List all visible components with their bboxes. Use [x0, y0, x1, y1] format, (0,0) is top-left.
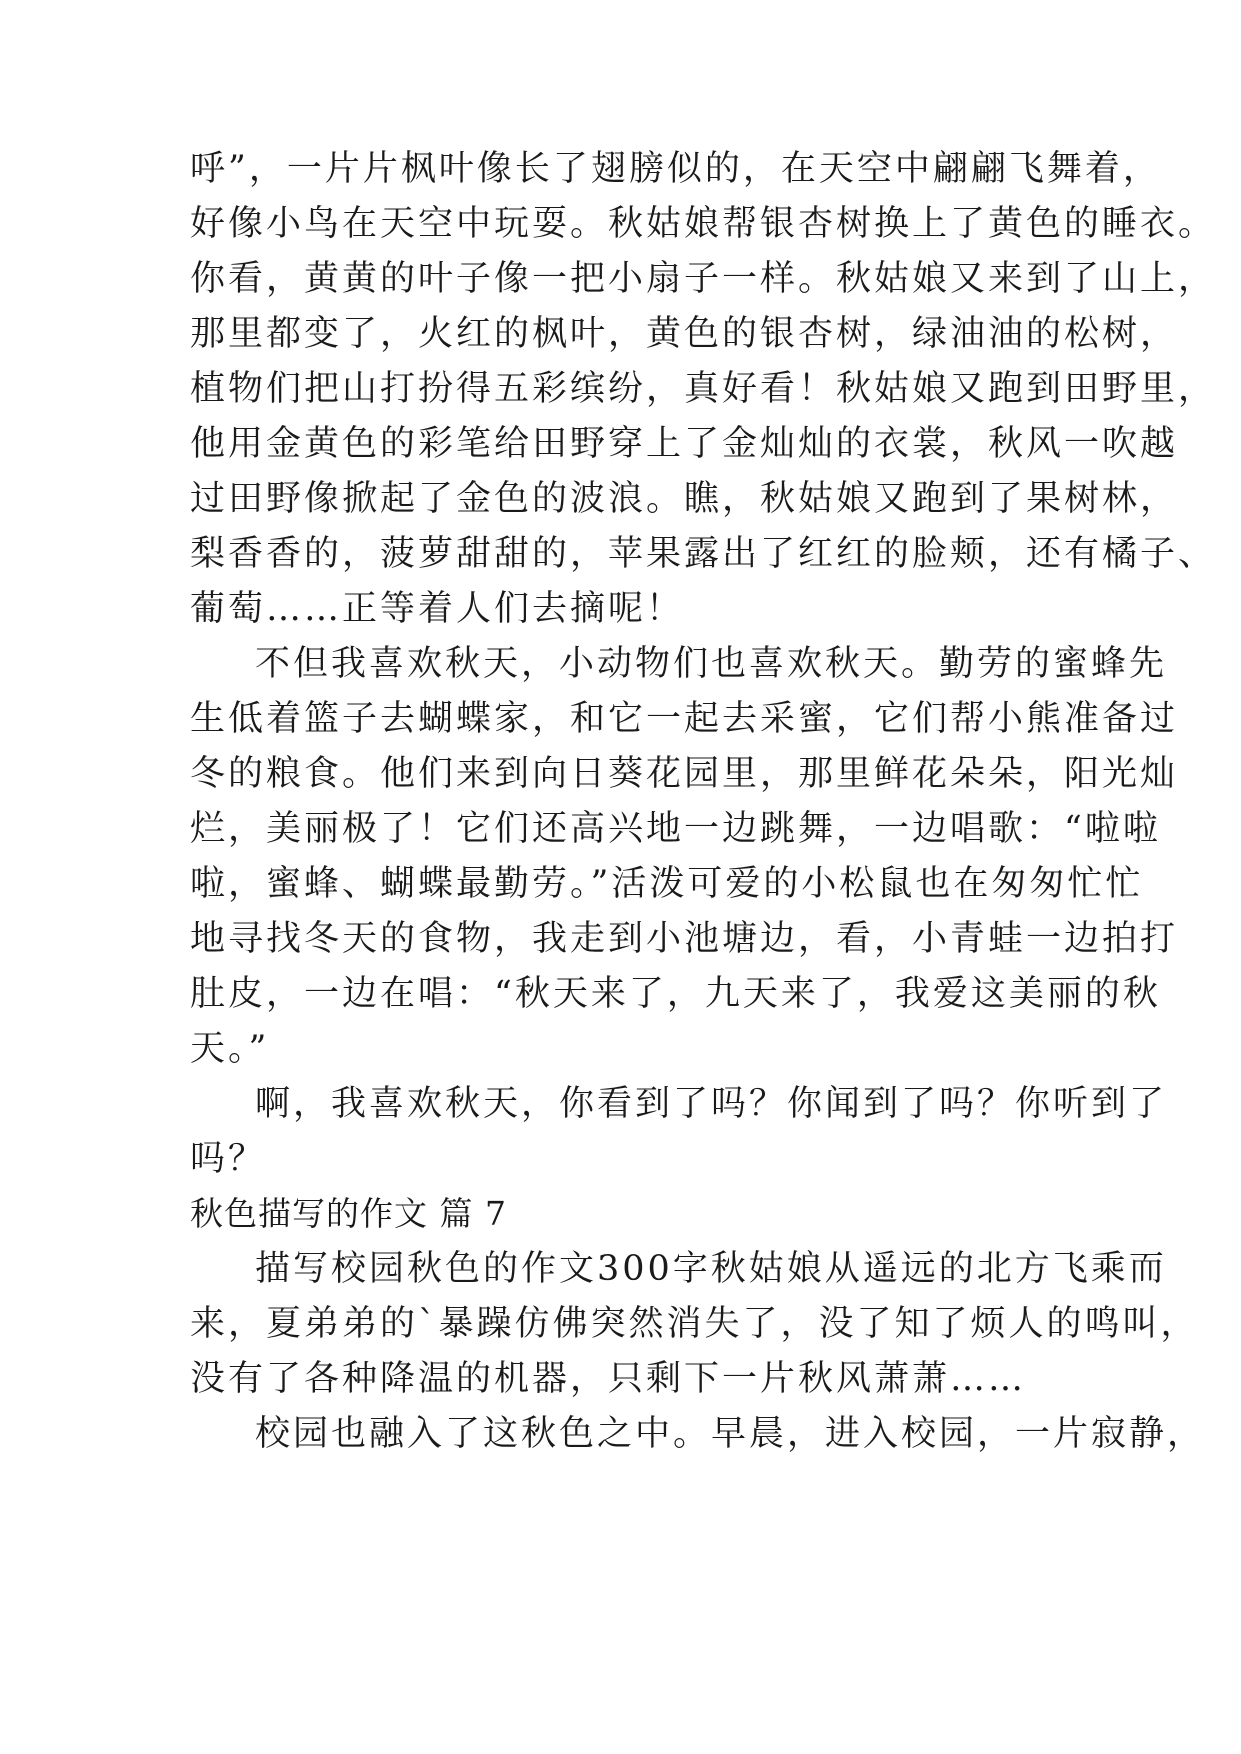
text-line: 他用金黄色的彩笔给田野穿上了金灿灿的衣裳，秋风一吹越 — [190, 424, 1179, 464]
text-line: 梨香香的，菠萝甜甜的，苹果露出了红红的脸颊，还有橘子、 — [190, 534, 1217, 574]
paragraph-first-line: 校园也融入了这秋色之中。早晨，进入校园，一片寂静， — [255, 1414, 1206, 1454]
text-line: 天。” — [190, 1029, 270, 1069]
text-line: 烂，美丽极了！它们还高兴地一边跳舞，一边唱歌：“啦啦 — [190, 809, 1161, 849]
text-line: 冬的粮食。他们来到向日葵花园里，那里鲜花朵朵，阳光灿 — [190, 754, 1179, 794]
paragraph-first-line: 不但我喜欢秋天，小动物们也喜欢秋天。勤劳的蜜蜂先 — [255, 644, 1168, 684]
text-line: 你看，黄黄的叶子像一把小扇子一样。秋姑娘又来到了山上， — [190, 259, 1217, 299]
paragraph-first-line: 描写校园秋色的作文300字秋姑娘从遥远的北方飞乘而 — [255, 1249, 1167, 1289]
text-line: 地寻找冬天的食物，我走到小池塘边，看，小青蛙一边拍打 — [190, 919, 1179, 959]
paragraph-first-line: 啊，我喜欢秋天，你看到了吗？你闻到了吗？你听到了 — [255, 1084, 1168, 1124]
text-line: 来，夏弟弟的`暴躁仿佛突然消失了，没了知了烦人的鸣叫， — [190, 1304, 1199, 1344]
text-line: 生低着篮子去蝴蝶家，和它一起去采蜜，它们帮小熊准备过 — [190, 699, 1179, 739]
text-line: 肚皮，一边在唱：“秋天来了，九天来了，我爱这美丽的秋 — [190, 974, 1161, 1014]
text-line: 葡萄……正等着人们去摘呢！ — [190, 589, 685, 629]
text-line: 没有了各种降温的机器，只剩下一片秋风萧萧…… — [190, 1359, 1027, 1399]
text-line: 好像小鸟在天空中玩耍。秋姑娘帮银杏树换上了黄色的睡衣。 — [190, 204, 1217, 244]
text-line: 啦，蜜蜂、蝴蝶最勤劳。”活泼可爱的小松鼠也在匆匆忙忙 — [190, 864, 1144, 904]
text-line: 过田野像掀起了金色的波浪。瞧，秋姑娘又跑到了果树林， — [190, 479, 1179, 519]
text-line: 植物们把山打扮得五彩缤纷，真好看！秋姑娘又跑到田野里， — [190, 369, 1217, 409]
text-line: 呼”，一片片枫叶像长了翅膀似的，在天空中翩翩飞舞着， — [190, 149, 1161, 189]
text-line: 那里都变了，火红的枫叶，黄色的银杏树，绿油油的松树， — [190, 314, 1179, 354]
section-heading: 秋色描写的作文 篇 7 — [190, 1194, 507, 1233]
text-line: 吗？ — [190, 1139, 267, 1179]
